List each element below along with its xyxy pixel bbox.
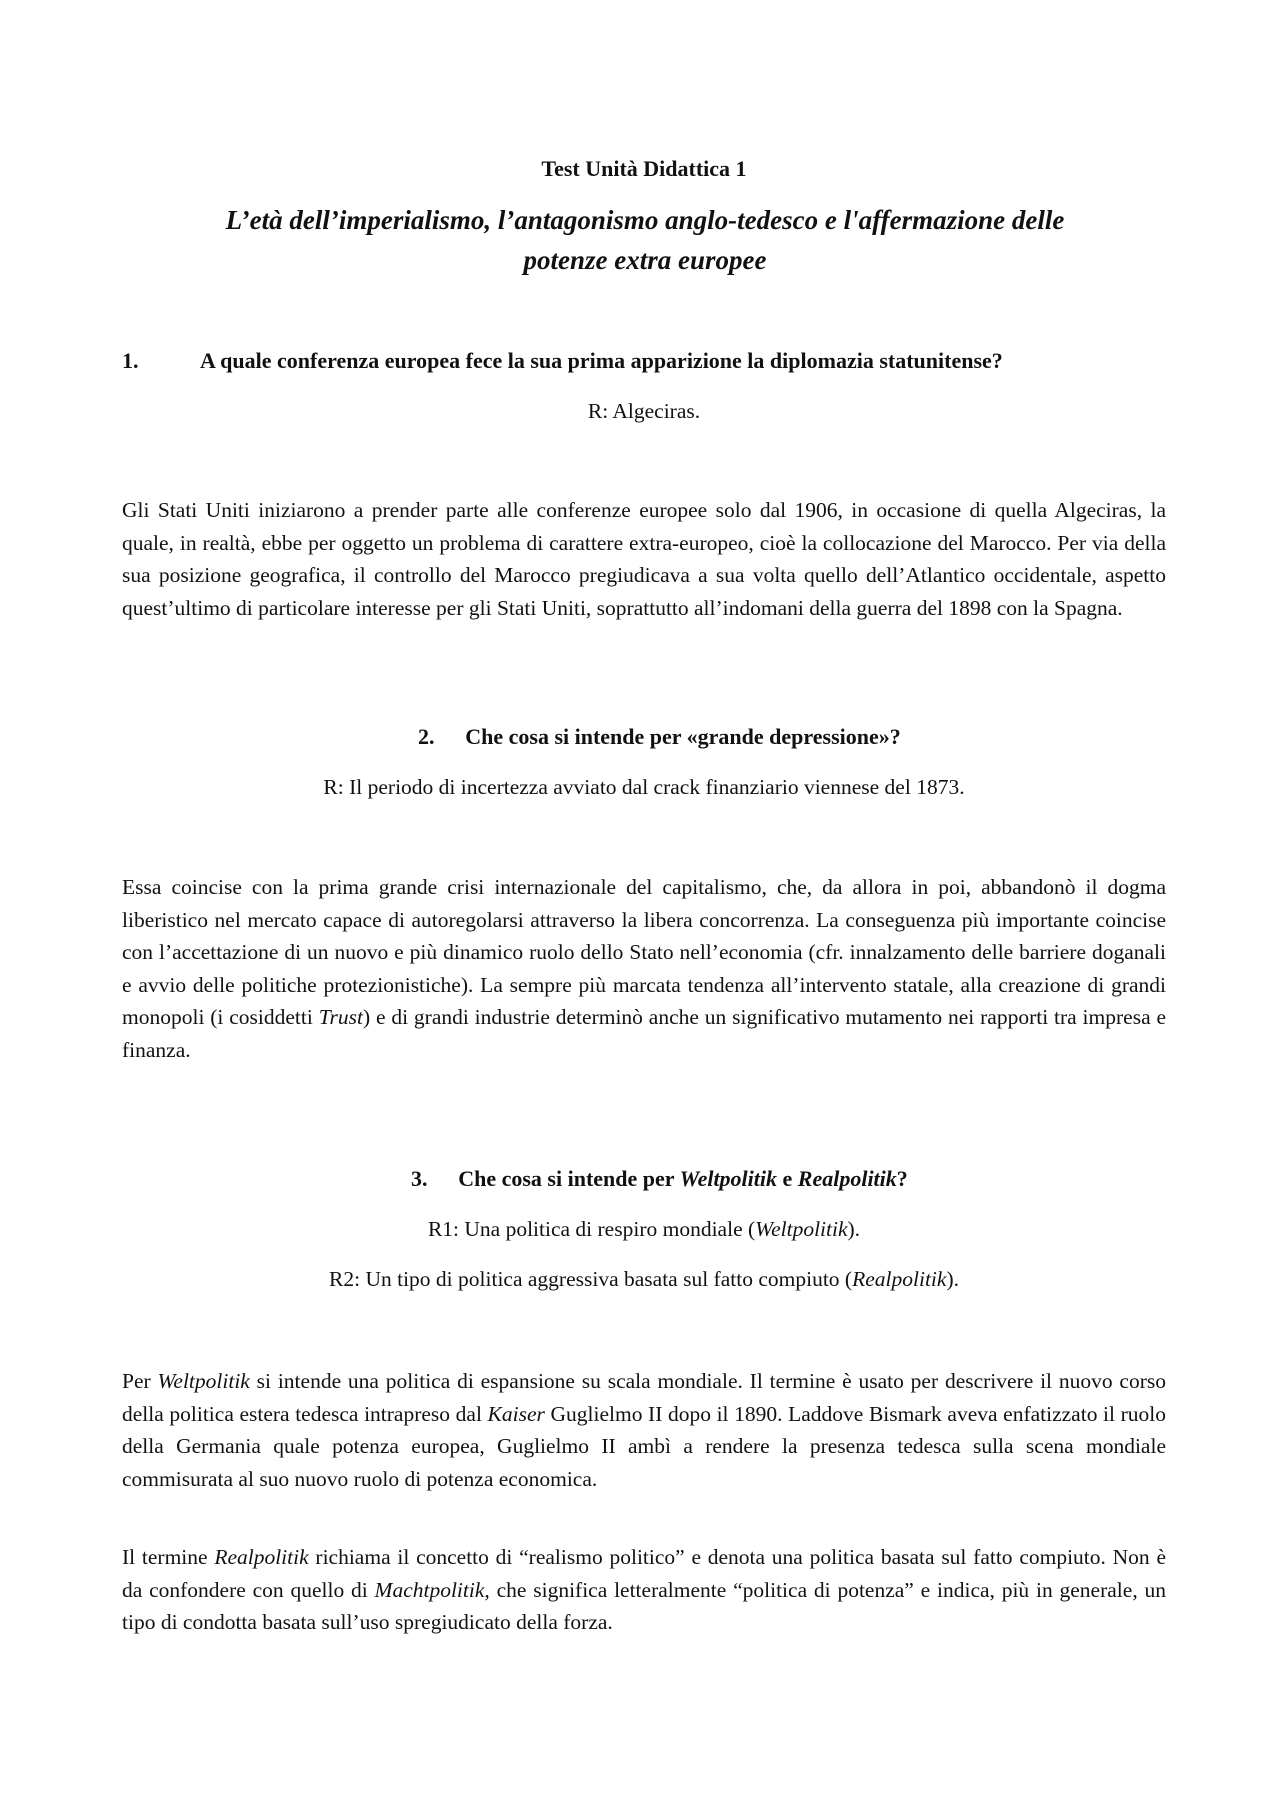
term-weltpolitik: Weltpolitik	[755, 1217, 848, 1241]
explanation-2	[122, 871, 1166, 1067]
answer-2: R: Il periodo di incertezza avviato dal crack finanziario viennese del 1873.	[323, 775, 965, 799]
question-text: A quale conferenza europea fece la sua prima apparizione la diplomazia statunitense?	[200, 348, 1003, 373]
answer-3-r1	[122, 1213, 1166, 1246]
explanation-text: Il termine	[122, 1545, 215, 1569]
question-1	[122, 345, 1166, 378]
term-weltpolitik: Weltpolitik	[679, 1166, 778, 1191]
term-realpolitik: Realpolitik	[852, 1267, 947, 1291]
question-text: ?	[896, 1166, 908, 1191]
term-machtpolitik: Machtpolitik	[374, 1577, 485, 1602]
term-kaiser: Kaiser	[487, 1401, 545, 1426]
explanation-3-realpolitik	[122, 1541, 1166, 1639]
question-2	[122, 721, 1166, 754]
question-text: e	[777, 1166, 798, 1191]
explanation-text: Essa coincise con la prima grande crisi internazionale del capitalismo, che, da allora in poi, abbandonò il dogma liberistico nel mercato capace di autoregolarsi attraverso la libera concorrenza. La conseguenza più importante coincise con l’accettazione di un nuovo e più dinamico ruolo dello Stato nell’economia (cfr. innalzamento delle barriere doganali e avvio delle politiche protezionistiche). La sempre più marcata tendenza all’intervento statale, alla creazione di grandi monopoli (i cosiddetti	[122, 875, 1166, 1030]
answer-1: R: Algeciras.	[587, 399, 701, 423]
answer-3-r2	[122, 1263, 1166, 1296]
document-title: Test Unità Didattica 1	[541, 156, 747, 181]
answer-text: R2: Un tipo di politica aggressiva basata sul fatto compiuto (	[329, 1267, 853, 1291]
explanation-text: Guglielmo II dopo il 1890. Laddove Bismark aveva enfatizzato il ruolo della Germania quale potenza europea, Guglielmo II ambì a rendere la presenza tedesca sulla scena mondiale commisurata al suo nuovo ruolo di potenza economica.	[122, 1401, 1166, 1491]
explanation-text: , che significa letteralmente “politica di potenza” e indica, più in generale, un tipo di condotta basata sull’uso spregiudicato della forza.	[122, 1577, 1167, 1635]
explanation-text: ) e di grandi industrie determinò anche un significativo mutamento nei rapporti tra impresa e finanza.	[122, 1005, 1166, 1062]
explanation-text: richiama il concetto di “realismo politico” e denota una politica basata sul fatto compiuto. Non è da confondere con quello di	[122, 1545, 1166, 1602]
explanation-text: Per	[122, 1369, 158, 1393]
question-number: 3.	[410, 1166, 428, 1191]
question-number: 2.	[417, 724, 435, 749]
subtitle-line-2: potenze extra europee	[523, 245, 767, 275]
term-realpolitik: Realpolitik	[214, 1545, 309, 1569]
answer-text: R1: Una politica di respiro mondiale (	[427, 1217, 756, 1241]
term-realpolitik: Realpolitik	[797, 1166, 897, 1191]
subtitle-line-1: L’età dell’imperialismo, l’antagonismo anglo-tedesco e l'affermazione delle	[225, 205, 1065, 235]
question-number: 1.	[122, 348, 139, 373]
question-text: Che cosa si intende per	[458, 1166, 680, 1191]
question-3	[122, 1163, 1166, 1196]
explanation-3-weltpolitik	[122, 1365, 1166, 1495]
answer-text: ).	[847, 1217, 861, 1241]
term-trust: Trust	[318, 1005, 363, 1030]
explanation-text: si intende una politica di espansione su scala mondiale. Il termine è usato per descrivere il nuovo corso della politica estera tedesca intrapreso dal	[122, 1369, 1166, 1426]
answer-text: ).	[946, 1267, 959, 1291]
question-text: Che cosa si intende per «grande depressione»?	[465, 724, 901, 749]
document-subtitle	[100, 200, 1190, 280]
explanation-1: Gli Stati Uniti iniziarono a prender parte alle conferenze europee solo dal 1906, in occasione di quella Algeciras, la quale, in realtà, ebbe per oggetto un problema di carattere extra-europeo, cioè la collocazione del Marocco. Per via della sua posizione geografica, il controllo del Marocco pregiudicava a sua volta quello dell’Atlantico occidentale, aspetto quest’ultimo di particolare interesse per gli Stati Uniti, soprattutto all’indomani della guerra del 1898 con la Spagna.	[122, 498, 1166, 620]
term-weltpolitik: Weltpolitik	[157, 1369, 250, 1393]
